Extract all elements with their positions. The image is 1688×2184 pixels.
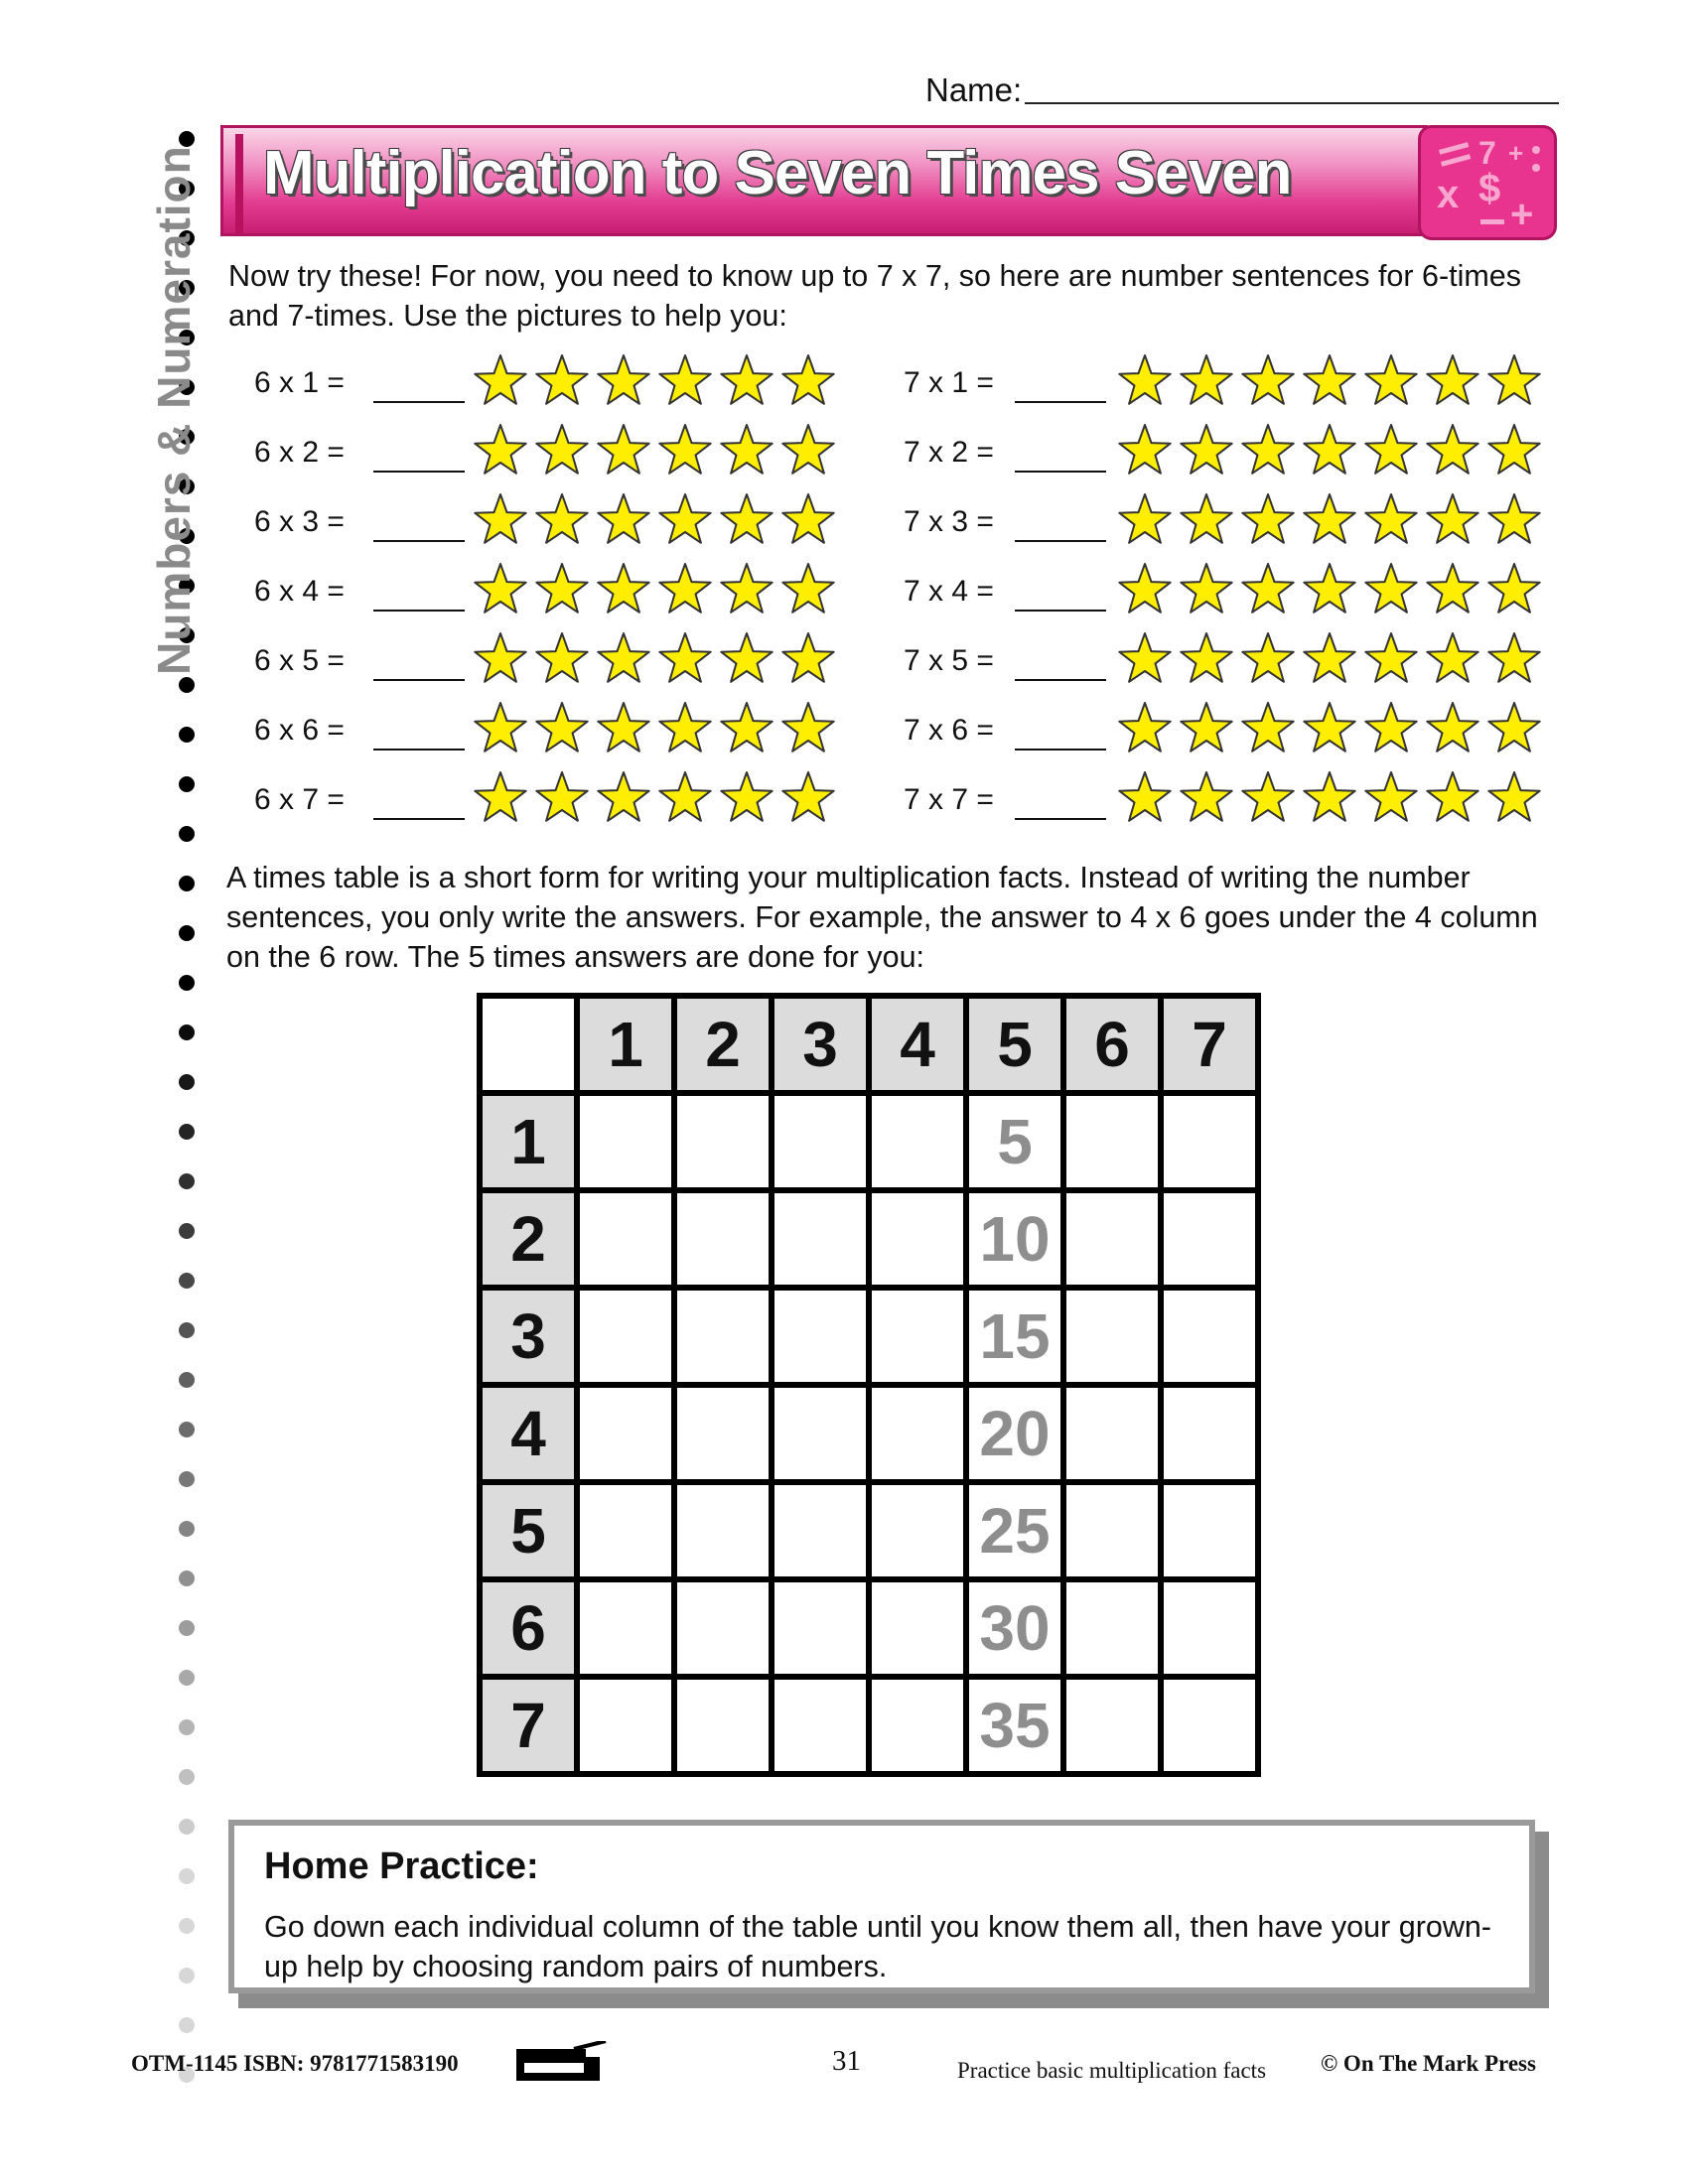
star-icon xyxy=(1365,564,1416,613)
side-dot xyxy=(179,1570,195,1586)
star-icon xyxy=(536,772,587,821)
star-icon xyxy=(1488,633,1539,682)
star-icon xyxy=(1181,425,1231,474)
star-icon xyxy=(782,494,833,543)
seven-times-equation: 7 x 5 = xyxy=(904,644,994,677)
empty-answer-cell[interactable] xyxy=(1063,1482,1161,1579)
side-dot xyxy=(179,1322,195,1338)
footer-copyright: © On The Mark Press xyxy=(1321,2051,1536,2076)
star-icon xyxy=(782,772,833,821)
empty-answer-cell[interactable] xyxy=(869,1677,966,1774)
star-icon xyxy=(1488,494,1539,543)
star-icon xyxy=(1365,355,1416,404)
answer-blank[interactable] xyxy=(1015,471,1106,473)
star-icon xyxy=(782,633,833,682)
star-row xyxy=(473,422,836,478)
answer-cell: 20 xyxy=(966,1385,1063,1482)
star-icon xyxy=(1427,703,1477,751)
star-icon xyxy=(475,564,525,613)
star-icon xyxy=(1488,564,1539,613)
star-icon xyxy=(475,355,525,404)
star-icon xyxy=(1181,703,1231,751)
star-icon xyxy=(1242,633,1293,682)
answer-blank[interactable] xyxy=(373,818,465,820)
row-header: 1 xyxy=(480,1093,577,1190)
explanation-text: A times table is a short form for writing your multiplication facts. Instead of writing the number sentences, you only write the answers. For example, the answer to 4 x 6 goes under the 4 column on the 6 row. The 5 times answers are done for you: xyxy=(226,861,1538,974)
side-dot xyxy=(179,727,195,743)
star-icon xyxy=(1242,355,1293,404)
empty-answer-cell[interactable] xyxy=(1161,1482,1258,1579)
star-icon xyxy=(1488,772,1539,821)
empty-answer-cell[interactable] xyxy=(1161,1190,1258,1288)
side-dot xyxy=(179,1769,195,1785)
star-icon xyxy=(1427,355,1477,404)
star-icon xyxy=(1365,633,1416,682)
star-icon xyxy=(1181,633,1231,682)
star-icon xyxy=(536,703,587,751)
star-icon xyxy=(598,772,648,821)
side-dot xyxy=(179,776,195,792)
star-icon xyxy=(1304,772,1354,821)
star-icon xyxy=(1427,633,1477,682)
star-icon xyxy=(1304,425,1354,474)
side-dot xyxy=(179,1918,195,1934)
empty-answer-cell[interactable] xyxy=(577,1093,674,1190)
empty-answer-cell[interactable] xyxy=(772,1482,869,1579)
empty-answer-cell[interactable] xyxy=(577,1190,674,1288)
star-icon xyxy=(1365,494,1416,543)
star-icon xyxy=(1119,772,1170,821)
empty-answer-cell[interactable] xyxy=(674,1482,772,1579)
star-icon xyxy=(1304,703,1354,751)
star-row xyxy=(473,352,836,408)
six-times-equation: 6 x 2 = xyxy=(254,436,345,469)
star-icon xyxy=(598,703,648,751)
star-icon xyxy=(475,703,525,751)
empty-answer-cell[interactable] xyxy=(772,1385,869,1482)
empty-answer-cell[interactable] xyxy=(1063,1190,1161,1288)
footer-description: Practice basic multiplication facts xyxy=(957,2058,1267,2083)
home-practice-title: Home Practice: xyxy=(264,1845,539,1887)
empty-answer-cell[interactable] xyxy=(577,1482,674,1579)
six-times-equation: 6 x 5 = xyxy=(254,644,345,677)
star-icon xyxy=(1304,564,1354,613)
empty-answer-cell[interactable] xyxy=(772,1190,869,1288)
seven-times-equation: 7 x 3 = xyxy=(904,505,994,538)
star-icon xyxy=(1119,355,1170,404)
star-icon xyxy=(1119,703,1170,751)
star-icon xyxy=(1242,564,1293,613)
empty-answer-cell[interactable] xyxy=(1063,1579,1161,1677)
star-icon xyxy=(1242,703,1293,751)
answer-blank[interactable] xyxy=(1015,818,1106,820)
star-icon xyxy=(1427,564,1477,613)
star-icon xyxy=(1427,772,1477,821)
star-row xyxy=(1117,561,1542,616)
answer-blank[interactable] xyxy=(373,401,465,403)
name-label: Name: xyxy=(925,71,1023,108)
side-dot xyxy=(179,1868,195,1884)
row-header: 7 xyxy=(480,1677,577,1774)
star-row xyxy=(1117,352,1542,408)
side-dot xyxy=(179,1422,195,1437)
answer-cell: 35 xyxy=(966,1677,1063,1774)
row-header: 5 xyxy=(480,1482,577,1579)
star-icon xyxy=(1119,633,1170,682)
column-header: 7 xyxy=(1161,996,1258,1093)
seven-times-equation: 7 x 4 = xyxy=(904,575,994,608)
seven-times-equation: 7 x 2 = xyxy=(904,436,994,469)
side-dot xyxy=(179,1968,195,1983)
column-header: 4 xyxy=(869,996,966,1093)
seven-times-equation: 7 x 6 = xyxy=(904,714,994,747)
copier-icon xyxy=(514,2041,610,2090)
empty-answer-cell[interactable] xyxy=(772,1579,869,1677)
empty-answer-cell[interactable] xyxy=(869,1190,966,1288)
svg-text:$: $ xyxy=(1478,167,1501,210)
row-header: 6 xyxy=(480,1579,577,1677)
star-icon xyxy=(1242,494,1293,543)
side-dot xyxy=(179,1521,195,1537)
seven-times-equation: 7 x 1 = xyxy=(904,366,994,399)
star-icon xyxy=(1488,425,1539,474)
star-icon xyxy=(536,494,587,543)
svg-text:+: + xyxy=(1510,193,1534,236)
six-times-equation: 6 x 7 = xyxy=(254,783,345,816)
empty-answer-cell[interactable] xyxy=(577,1385,674,1482)
star-icon xyxy=(1181,494,1231,543)
star-icon xyxy=(659,564,710,613)
footer-code: OTM-1145 ISBN: 9781771583190 xyxy=(131,2051,459,2076)
star-icon xyxy=(475,494,525,543)
name-line[interactable] xyxy=(1025,102,1559,104)
row-header: 3 xyxy=(480,1288,577,1385)
side-dot xyxy=(179,1372,195,1388)
six-times-equation: 6 x 4 = xyxy=(254,575,345,608)
star-icon xyxy=(659,633,710,682)
side-dot xyxy=(179,1819,195,1835)
empty-answer-cell[interactable] xyxy=(772,1288,869,1385)
empty-answer-cell[interactable] xyxy=(577,1288,674,1385)
answer-cell: 15 xyxy=(966,1288,1063,1385)
star-icon xyxy=(721,703,772,751)
empty-answer-cell[interactable] xyxy=(577,1677,674,1774)
star-icon xyxy=(1488,355,1539,404)
answer-cell: 5 xyxy=(966,1093,1063,1190)
table-corner-cell xyxy=(480,996,577,1093)
star-row xyxy=(1117,769,1542,825)
star-icon xyxy=(1365,425,1416,474)
empty-answer-cell[interactable] xyxy=(674,1190,772,1288)
star-icon xyxy=(1304,494,1354,543)
side-dot xyxy=(179,876,195,891)
side-dot xyxy=(179,1074,195,1090)
answer-blank[interactable] xyxy=(373,679,465,681)
side-dot xyxy=(179,2017,195,2033)
star-icon xyxy=(598,355,648,404)
star-icon xyxy=(1427,494,1477,543)
six-times-equation: 6 x 6 = xyxy=(254,714,345,747)
star-icon xyxy=(536,425,587,474)
star-row xyxy=(473,491,836,547)
star-icon xyxy=(1119,494,1170,543)
star-icon xyxy=(721,355,772,404)
answer-blank[interactable] xyxy=(373,610,465,612)
star-icon xyxy=(475,425,525,474)
star-icon xyxy=(536,633,587,682)
star-icon xyxy=(782,564,833,613)
side-dot xyxy=(179,925,195,941)
side-dot xyxy=(179,975,195,991)
star-icon xyxy=(1488,703,1539,751)
empty-answer-cell[interactable] xyxy=(869,1482,966,1579)
six-times-equation: 6 x 3 = xyxy=(254,505,345,538)
empty-answer-cell[interactable] xyxy=(674,1385,772,1482)
answer-blank[interactable] xyxy=(373,540,465,542)
star-icon xyxy=(1242,425,1293,474)
side-dot xyxy=(179,677,195,693)
star-icon xyxy=(1242,772,1293,821)
star-row xyxy=(1117,491,1542,547)
seven-times-equation: 7 x 7 = xyxy=(904,783,994,816)
star-row xyxy=(473,561,836,616)
empty-answer-cell[interactable] xyxy=(1063,1093,1161,1190)
math-symbols-icon xyxy=(1418,125,1557,240)
star-icon xyxy=(536,564,587,613)
side-dot xyxy=(179,1124,195,1140)
empty-answer-cell[interactable] xyxy=(1063,1677,1161,1774)
empty-answer-cell[interactable] xyxy=(1161,1677,1258,1774)
empty-answer-cell[interactable] xyxy=(772,1677,869,1774)
empty-answer-cell[interactable] xyxy=(869,1579,966,1677)
empty-answer-cell[interactable] xyxy=(772,1093,869,1190)
answer-cell: 30 xyxy=(966,1579,1063,1677)
intro-text: Now try these! For now, you need to know up to 7 x 7, so here are number sentences for 6-times and 7-times. Use the pictures to help you: xyxy=(228,259,1521,333)
side-title: Numbers & Numeration xyxy=(148,145,200,675)
home-practice-box xyxy=(228,1820,1535,1993)
star-icon xyxy=(1304,633,1354,682)
empty-answer-cell[interactable] xyxy=(577,1579,674,1677)
answer-blank[interactable] xyxy=(1015,540,1106,542)
star-icon xyxy=(1181,564,1231,613)
star-icon xyxy=(475,772,525,821)
star-row xyxy=(473,700,836,755)
empty-answer-cell[interactable] xyxy=(674,1288,772,1385)
star-icon xyxy=(598,633,648,682)
side-dot xyxy=(179,1670,195,1686)
empty-answer-cell[interactable] xyxy=(674,1093,772,1190)
star-icon xyxy=(721,633,772,682)
star-icon xyxy=(1119,425,1170,474)
times-table xyxy=(477,993,1261,1777)
star-row xyxy=(473,769,836,825)
star-icon xyxy=(782,355,833,404)
star-icon xyxy=(1427,425,1477,474)
side-dot xyxy=(179,826,195,842)
empty-answer-cell[interactable] xyxy=(674,1677,772,1774)
star-row xyxy=(473,630,836,686)
six-times-equation: 6 x 1 = xyxy=(254,366,345,399)
empty-answer-cell[interactable] xyxy=(1161,1093,1258,1190)
side-dot xyxy=(179,1471,195,1487)
row-header: 2 xyxy=(480,1190,577,1288)
column-header: 3 xyxy=(772,996,869,1093)
side-dot xyxy=(179,1024,195,1040)
star-icon xyxy=(782,425,833,474)
empty-answer-cell[interactable] xyxy=(869,1288,966,1385)
empty-answer-cell[interactable] xyxy=(869,1093,966,1190)
side-dot xyxy=(179,1719,195,1735)
empty-answer-cell[interactable] xyxy=(1063,1288,1161,1385)
empty-answer-cell[interactable] xyxy=(1063,1385,1161,1482)
title-bar xyxy=(220,125,1428,236)
svg-text:+: + xyxy=(1508,138,1524,168)
answer-blank[interactable] xyxy=(373,749,465,751)
answer-blank[interactable] xyxy=(1015,749,1106,751)
star-icon xyxy=(598,425,648,474)
side-dot xyxy=(179,1620,195,1636)
star-icon xyxy=(659,425,710,474)
star-icon xyxy=(1181,355,1231,404)
star-row xyxy=(1117,700,1542,755)
star-icon xyxy=(1365,703,1416,751)
star-icon xyxy=(659,703,710,751)
star-icon xyxy=(598,494,648,543)
answer-blank[interactable] xyxy=(373,471,465,473)
star-icon xyxy=(721,772,772,821)
home-practice-text: Go down each individual column of the table until you know them all, then have your grown-up help by choosing random pairs of numbers. xyxy=(264,1910,1491,1983)
page-title: Multiplication to Seven Times Seven xyxy=(263,139,1292,207)
star-row xyxy=(1117,630,1542,686)
star-icon xyxy=(721,564,772,613)
column-header: 2 xyxy=(674,996,772,1093)
star-icon xyxy=(782,703,833,751)
star-icon xyxy=(1119,564,1170,613)
column-header: 6 xyxy=(1063,996,1161,1093)
star-icon xyxy=(1181,772,1231,821)
column-header: 1 xyxy=(577,996,674,1093)
empty-answer-cell[interactable] xyxy=(1161,1385,1258,1482)
answer-cell: 25 xyxy=(966,1482,1063,1579)
star-icon xyxy=(1365,772,1416,821)
star-icon xyxy=(721,494,772,543)
row-header: 4 xyxy=(480,1385,577,1482)
page-number: 31 xyxy=(832,2045,861,2077)
side-dot xyxy=(179,1273,195,1289)
answer-blank[interactable] xyxy=(1015,610,1106,612)
empty-answer-cell[interactable] xyxy=(674,1579,772,1677)
answer-blank[interactable] xyxy=(1015,679,1106,681)
star-icon xyxy=(659,772,710,821)
empty-answer-cell[interactable] xyxy=(1161,1579,1258,1677)
svg-text:7: 7 xyxy=(1478,135,1496,171)
star-icon xyxy=(659,355,710,404)
side-dot xyxy=(179,1173,195,1189)
star-icon xyxy=(1304,355,1354,404)
title-stripe xyxy=(235,134,243,233)
star-row xyxy=(1117,422,1542,478)
column-header: 5 xyxy=(966,996,1063,1093)
svg-text:x: x xyxy=(1437,173,1460,216)
star-icon xyxy=(659,494,710,543)
answer-cell: 10 xyxy=(966,1190,1063,1288)
empty-answer-cell[interactable] xyxy=(869,1385,966,1482)
side-dot xyxy=(179,1223,195,1239)
star-icon xyxy=(598,564,648,613)
answer-blank[interactable] xyxy=(1015,401,1106,403)
star-icon xyxy=(475,633,525,682)
title-banner xyxy=(220,125,1561,240)
empty-answer-cell[interactable] xyxy=(1161,1288,1258,1385)
star-icon xyxy=(536,355,587,404)
star-icon xyxy=(721,425,772,474)
